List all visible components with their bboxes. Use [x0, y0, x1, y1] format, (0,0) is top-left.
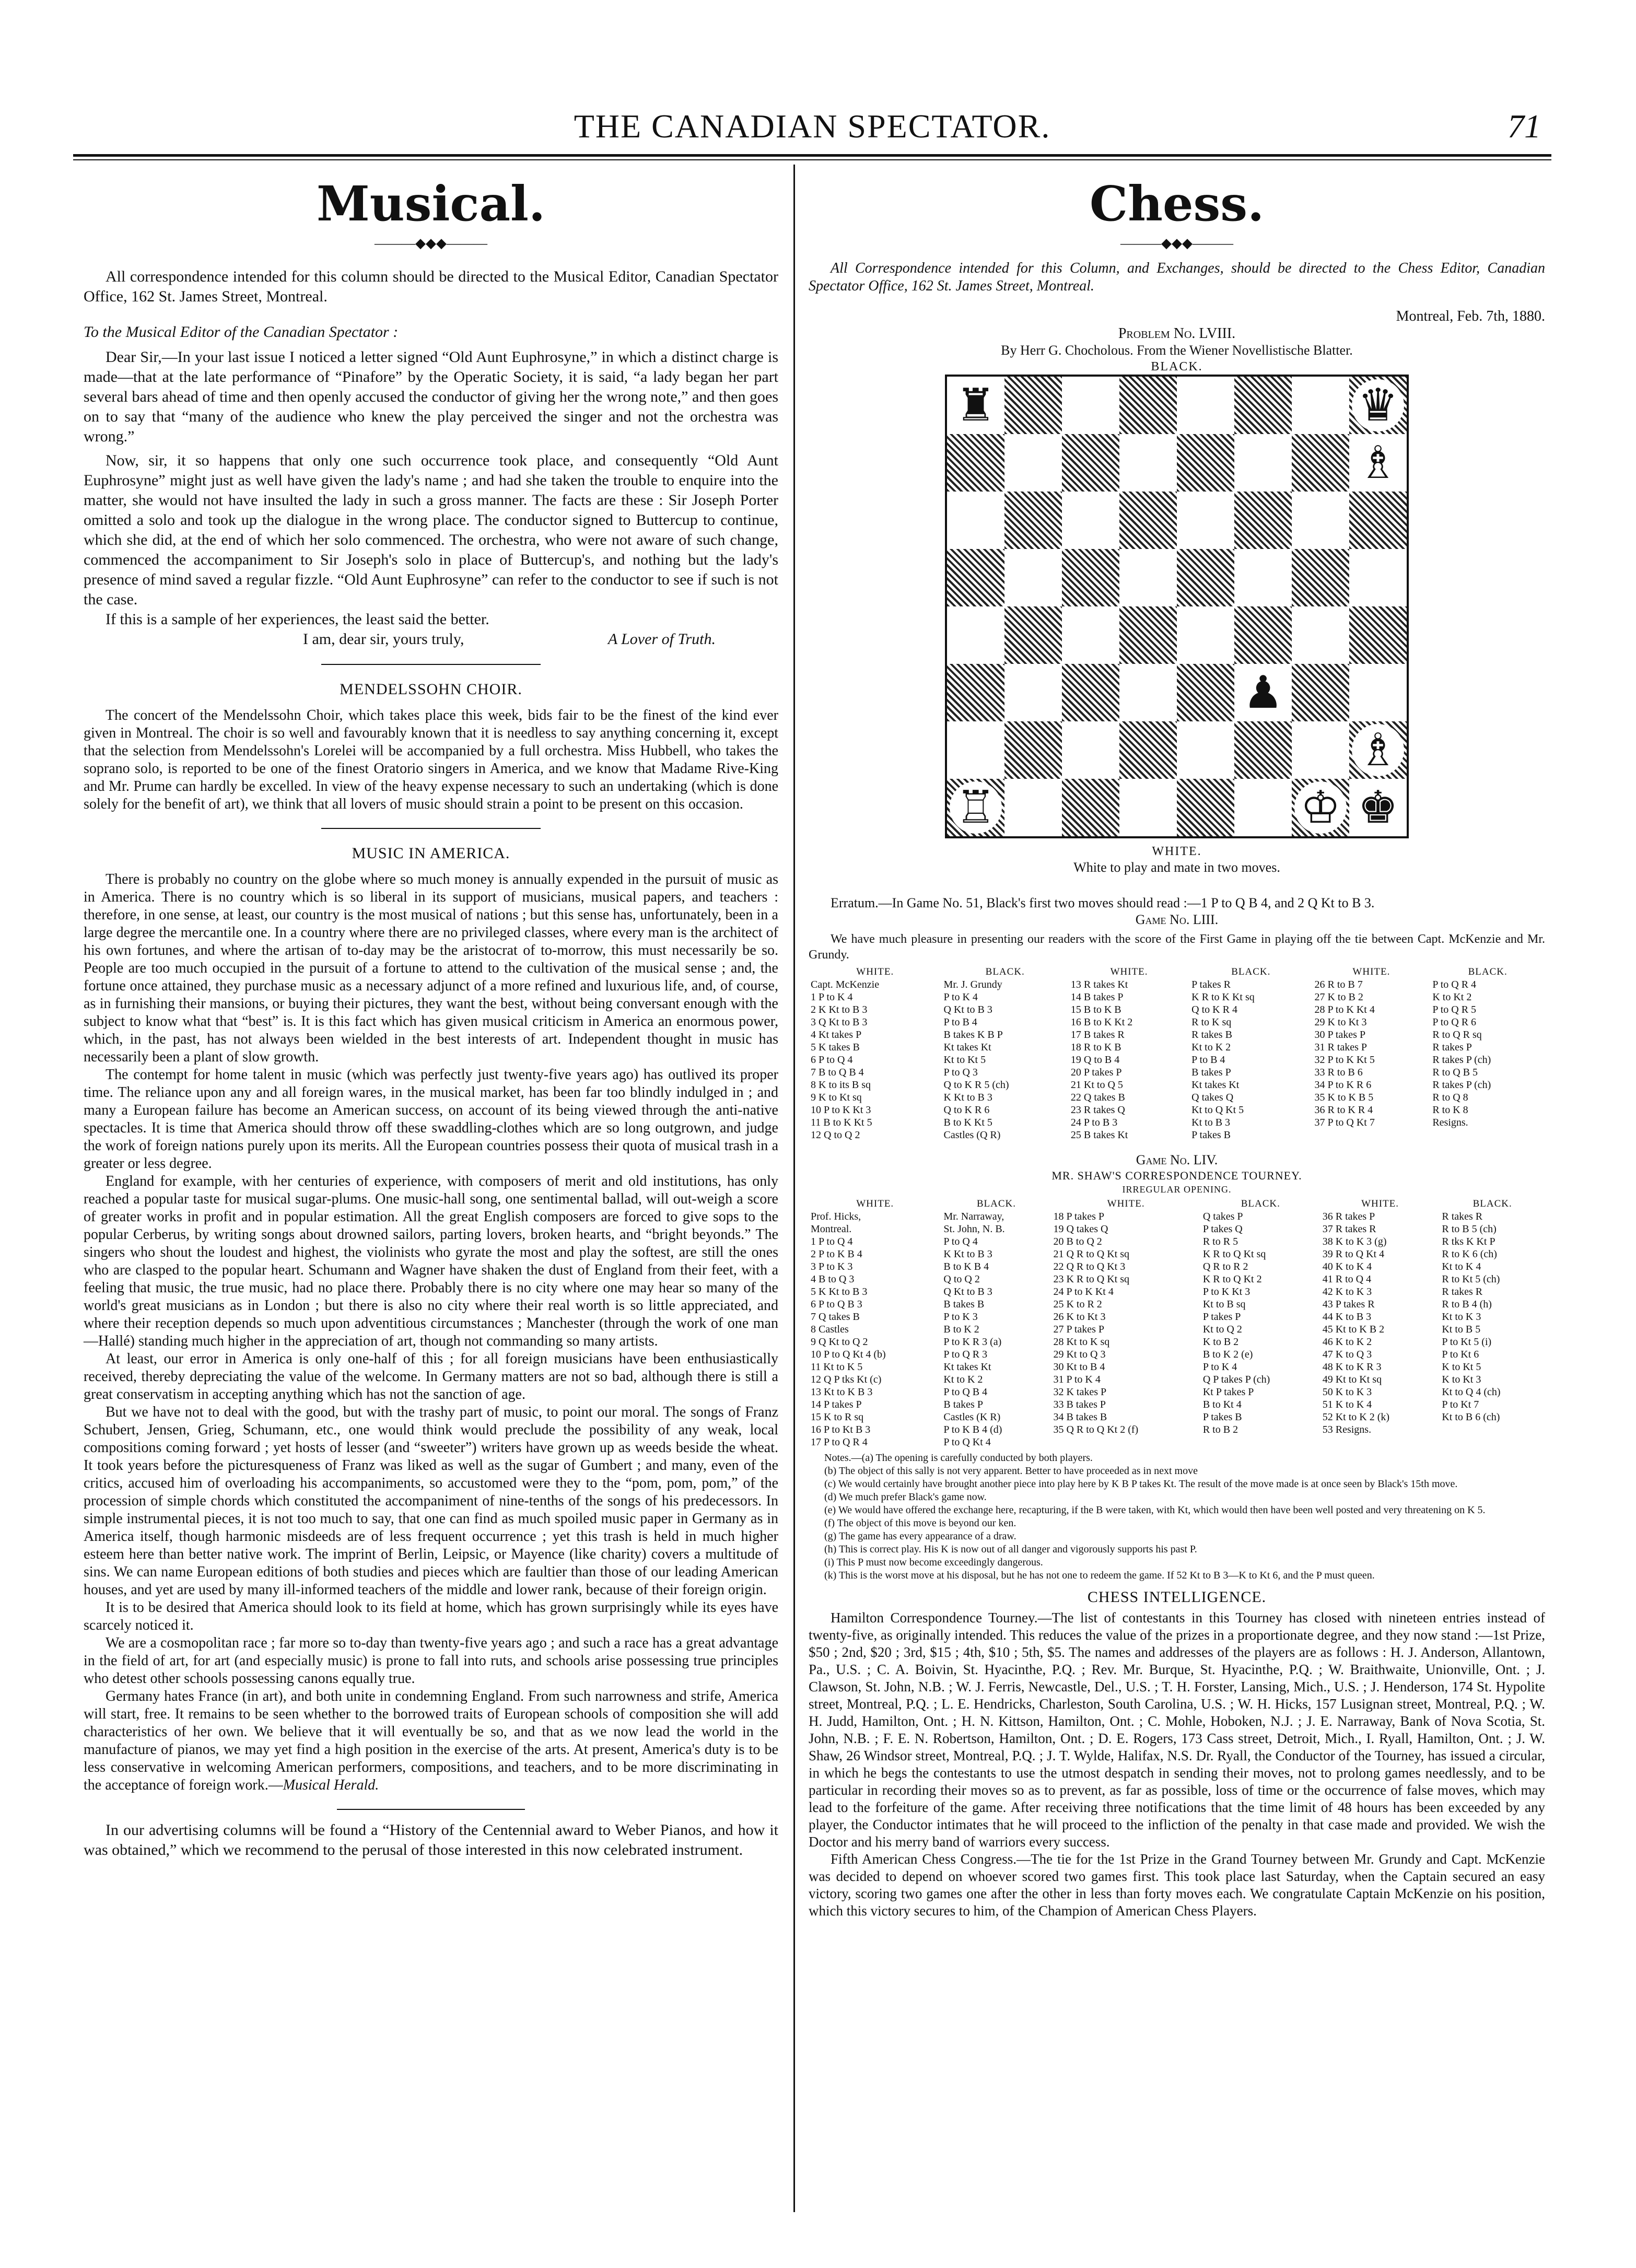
game53-title: Game No. LIII.	[1135, 912, 1219, 927]
light-square	[1119, 549, 1177, 606]
game54-header: BLACK.	[976, 1198, 1016, 1209]
section-rule	[321, 828, 541, 829]
dark-square	[1062, 779, 1119, 836]
light-square	[1234, 434, 1292, 492]
america-paragraph-1: There is probably no country on the globe where so much money is annually expended in the pursuit of music as in America. There is no country which is so liberal in its support of musicians, musical papers, and teachers : therefore, in one sense, at least, our country is the most musical of nations ; but this sense has, unfortunately, been in a large degree the mercantile one. In a country where there are no privileged classes, where every man is the architect of his own fortunes, and where the artisan of to-day may be the aristocrat of to-morrow, this must necessarily be so. People are too much occupied in the pursuit of a fortune to attend to the cultivation of the musical sense ; and, the fortune once attained, they purchase music as a necessary adjunct of a more refined and luxurious life, and, of course, as in furnishing their mansions, or buying their pictures, they want the best, without being conversant enough with the subject to know what that “best” is. It is this fact which has given musical criticism in America an enormous power, which, in the past, has not always been wielded in the best interests of art. Independent thought in music has necessarily been a plant of slow growth.	[84, 871, 778, 1065]
dark-square	[1004, 377, 1062, 434]
game54-column: Prof. Hicks, Montreal. 1 P to Q 4 2 P to K B 4 3 P to K 3 4 B to Q 3 5 K Kt to B 3 6 P to Q B 3 7 Q takes B 8 Castles 9 Q Kt to Q 2 10 P to Q Kt 4 (b) 11 Kt to K 5 12 Q P tks Kt (c) 13 Kt to K B 3 14 P takes P 15 K to R sq 16 P to Kt B 3 17 P to Q R 4	[811, 1211, 886, 1448]
note: (g) The game has every appearance of a draw.	[824, 1530, 1016, 1542]
dark-square	[1062, 434, 1119, 492]
game53-column: Capt. McKenzie 1 P to K 4 2 K Kt to B 3 3 Q Kt to B 3 4 Kt takes P 5 K takes B 6 P to Q 4 7 B to Q B 4 8 K to its B sq 9 K to Kt sq 10 P to K Kt 3 11 B to K Kt 5 12 Q to Q 2	[811, 979, 880, 1141]
game53-header: WHITE.	[1352, 966, 1390, 977]
page-number: 71	[1508, 108, 1541, 145]
note: (f) The object of this move is beyond our ken.	[824, 1517, 1016, 1529]
black-pawn-f3-icon: ♟	[1234, 664, 1292, 721]
note: Notes.—(a) The opening is carefully conducted by both players.	[824, 1452, 1093, 1464]
game54-column: 36 R takes P 37 R takes R 38 K to K 3 (g) 39 R to Q Kt 4 40 K to K 4 41 R to Q 4 42 K to K 3 43 P takes R 44 K to B 3 45 Kt to K B 2 46 K to K 2 47 K to Q 3 48 K to K R 3 49 Kt to Kt sq 50 K to K 3 51 K to K 4 52 Kt to K 2 (k) 53 Resigns.	[1322, 1211, 1390, 1435]
note: (b) The object of this sally is not very apparent. Better to have proceeded as in next move	[824, 1465, 1198, 1477]
letter-closing: I am, dear sir, yours truly,	[303, 630, 464, 648]
light-square	[1062, 606, 1119, 664]
light-square	[1292, 492, 1349, 549]
game53-column: 13 R takes Kt 14 B takes P 15 B to K B 16 B to K Kt 2 17 B takes R 18 R to K B 19 Q to B 4 20 P takes P 21 Kt to Q 5 22 Q takes B 23 R takes Q 24 P to B 3 25 B takes Kt	[1070, 979, 1133, 1141]
light-square	[1119, 779, 1177, 836]
light-square	[947, 492, 1004, 549]
game54-column: Q takes P P takes Q R to R 5 K R to Q Kt sq Q R to R 2 K R to Q Kt 2 P to K Kt 3 Kt to B sq P takes P Kt to Q 2 K to B 2 B to K 2 (e) P to K 4 Q P takes P (ch) Kt P takes P B to Kt 4 P takes B R to B 2	[1202, 1211, 1270, 1435]
dark-square	[1349, 492, 1407, 549]
light-square	[1292, 377, 1349, 434]
white-king-g1-icon: ♔	[1292, 779, 1349, 836]
dark-square	[1119, 721, 1177, 779]
publication-title: THE CANADIAN SPECTATOR.	[574, 108, 1051, 145]
light-square	[1177, 377, 1234, 434]
light-square	[947, 721, 1004, 779]
light-square	[1292, 721, 1349, 779]
dark-square	[1119, 377, 1177, 434]
note: (d) We much prefer Black's game now.	[824, 1491, 987, 1503]
game54-notes	[809, 1452, 1545, 1582]
dark-square	[1004, 606, 1062, 664]
note: (h) This is correct play. His K is now out of all danger and vigorously supports his past P.	[824, 1544, 1197, 1555]
letter-paragraph-2: Now, sir, it so happens that only one such occurrence took place, and consequently “Old Aunt Euphrosyne” might just as well have given the lady's name ; and had she taken the trouble to enquire into the matter, she would not have insulted the lady in such a gross manner. The facts are these : Sir Joseph Porter omitted a solo and took up the dialogue in the wrong place. The conductor signed to Buttercup to continue, which she did, at the end of which her solo commenced. The orchestra, who were not aware of such change, commenced the accompaniment to Sir Joseph's solo in place of Buttercup's, and nothing but the lady's presence of mind saved a regular fizzle. “Old Aunt Euphrosyne” can refer to the conductor to see if such is not the case.	[84, 452, 778, 608]
dark-square	[947, 549, 1004, 606]
chess-ornament: ———◆◆◆———	[1120, 236, 1233, 251]
dark-square	[947, 434, 1004, 492]
dark-square	[1292, 549, 1349, 606]
game53-header-row	[809, 966, 1545, 978]
black-queen-h8-icon: ♛	[1349, 377, 1407, 434]
problem-author: By Herr G. Chocholous. From the Wiener Novellistische Blatter.	[1001, 343, 1353, 358]
game53-header: BLACK.	[1468, 966, 1508, 977]
game54-column: Mr. Narraway, St. John, N. B. P to Q 4 K Kt to B 3 B to K B 4 Q to Q 2 Q Kt to B 3 B takes B P to K 3 B to K 2 P to K R 3 (a) P to Q R 3 Kt takes Kt Kt to K 2 P to Q B 4 B takes P Castles (K R) P to K B 4 (d) P to Q Kt 4	[943, 1211, 1005, 1448]
intel-paragraph-1: Hamilton Correspondence Tourney.—The list of contestants in this Tourney has closed with nineteen entries instead of twenty-five, as originally intended. This reduces the value of the prizes in a proportionate degree, and they now stand :—1st Prize, $50 ; 2nd, $20 ; 3rd, $15 ; 4th, $10 ; 5th, $5. The names and addresses of the players are as follows : H. J. Anderson, Allantown, Pa., U.S. ; C. A. Boivin, St. Hyacinthe, P.Q. ; Rev. Mr. Burque, St. Hyacinthe, P.Q. ; W. Braithwaite, Unionville, Ont. ; J. Clawson, St. John, N.B. ; W. J. Ferris, Newcastle, Del., U.S. ; T. H. Forster, Lansing, Mich., U.S. ; J. Henderson, 174 St. Hypolite street, Montreal, P.Q. ; L. E. Hendricks, Charleston, South Carolina, U.S. ; W. H. Hicks, 157 Lusignan street, Montreal, P.Q. ; W. H. Judd, Hamilton, Ont. ; H. N. Kittson, Hamilton, Ont. ; C. Mohle, Hoboken, N.J. ; J. E. Narraway, Bank of Nova Scotia, St. John, N.B. ; F. E. N. Robertson, Hamilton, Ont. ; D. E. Rogers, 173 Cass street, Detroit, Mich., I. Ryall, Hamilton, Ont. ; J. W. Shaw, 26 Windsor street, Montreal, P.Q. ; J. T. Wylde, Halifax, N.S. Dr. Ryall, the Conductor of the Tourney, has issued a circular, in which he begs the contestants to use the utmost despatch in sending their moves, not to prolong games needlessly, and to be particular in recording their moves so as to prevent, as far as possible, loss of time or the occurrence of false moves, which may lead to the forfeiture of the game. After receiving three notifications that the time limit of 48 hours has been exceeded by any player, the Conductor intimates that he will proceed to the infliction of the penalty in that case made and provided. We wish the Doctor and his merry band of warriors every success.	[809, 1610, 1545, 1850]
dark-square	[1062, 549, 1119, 606]
game54-title: Game No. LIV.	[1136, 1152, 1218, 1167]
note: (i) This P must now become exceedingly dangerous.	[824, 1557, 1043, 1568]
light-square	[1062, 492, 1119, 549]
light-square	[1349, 549, 1407, 606]
light-square	[1177, 492, 1234, 549]
chess-problem	[937, 359, 1417, 859]
weber-notice: In our advertising columns will be found a “History of the Centennial award to Weber Pianos, and how it was obtained,” which we recommend to the perusal of those interested in this now celebrated instrument.	[84, 1821, 778, 1858]
light-square	[1004, 434, 1062, 492]
america-paragraph-4: At least, our error in America is only one-half of this ; for all foreign musicians have been enthusiastically received, thereby depreciating the value of the welcome. In Germany matters are not so bad, although there is still a great conservatism in accepting anything which has not the sanction of age.	[84, 1351, 778, 1402]
dark-square	[1234, 492, 1292, 549]
america-paragraph-7: We are a cosmopolitan race ; far more so to-day than twenty-five years ago ; and such a race has a great advantage in the field of art, for art (and especially music) is prone to fall into ruts, and schools arise possessing true principles who detest other schools possessing canons equally true.	[84, 1635, 778, 1687]
america-title: MUSIC IN AMERICA.	[352, 845, 510, 862]
dark-square	[1292, 434, 1349, 492]
game54-opening: IRREGULAR OPENING.	[1122, 1184, 1232, 1195]
america-paragraph-8-text: Germany hates France (in art), and both unite in condemning England. From such narrowness and strife, America will start, free. It remains to be seen whether to the borrowed traits of European schools of composition she will add characteristics of her own. We believe that it will eventually be so, and that as we now lead the world in the manufacture of pianos, we may yet find a high position in the exercise of the arts. At present, America's duty is to be less conservative in welcoming American performers, compositions, and teachers, and to be more discriminating in the acceptance of foreign work.—	[84, 1688, 778, 1793]
light-square	[1004, 549, 1062, 606]
light-square	[1119, 434, 1177, 492]
white-label: WHITE.	[1152, 845, 1202, 858]
column-divider	[793, 165, 795, 2212]
note: (e) We would have offered the exchange here, recapturing, if the B were taken, with Kt, which would then have been well posted and very threatening on K 5.	[824, 1504, 1486, 1516]
section-rule	[321, 664, 541, 665]
game54-subtitle: MR. SHAW'S CORRESPONDENCE TOURNEY.	[1051, 1169, 1302, 1182]
game54-header: WHITE.	[856, 1198, 894, 1209]
dark-square	[1177, 434, 1234, 492]
game53-header: WHITE.	[856, 966, 894, 977]
game53-header: BLACK.	[1231, 966, 1271, 977]
game54-header-row	[809, 1198, 1545, 1210]
light-square	[1119, 664, 1177, 721]
light-square	[1004, 779, 1062, 836]
section-rule	[337, 1809, 525, 1810]
light-square	[1349, 664, 1407, 721]
game53-column: P to Q R 4 K to Kt 2 P to Q R 5 P to Q R 6 R to Q R sq R takes P R takes P (ch) R to Q B 5 R takes P (ch) R to Q 8 R to K 8 Resigns.	[1432, 979, 1491, 1128]
dark-square	[1177, 664, 1234, 721]
erratum: Erratum.—In Game No. 51, Black's first two moves should read :—1 P to Q B 4, and 2 Q Kt to B 3.	[831, 895, 1375, 910]
dark-square	[1119, 492, 1177, 549]
dark-square	[1234, 721, 1292, 779]
dark-square	[1004, 492, 1062, 549]
dark-square	[1119, 606, 1177, 664]
america-paragraph-3: England for example, with her centuries of experience, with composers of merit and old institutions, has only reached a popular taste for musical sugar-plums. One music-hall song, one sentimental ballad, will out-weigh a score of greater works in profit and in popular estimation. All the great English composers are forced to give sops to the popular Cerberus, by writing songs about drowned sailors, parting lovers, broken hearts, and “bright beyonds.” The singers who shout the loudest and highest, the violinists who gyrate the most and play the softest, are still the ones who are clasped to the popular heart. Schumann and Wagner have shaken the dust of England from their feet, with a feeling that music, the true music, had no place there. Probably there is no city where one may hear so many of the world's great musicians as in London ; but there is also no city where their real worth is so little appreciated, and where their reception depends so much upon adventitious circumstances ; Manchester (through the work of one man—Hallé) standing much higher in the appreciation of art, though not commanding so many artists.	[84, 1173, 778, 1349]
musical-intro: All correspondence intended for this column should be directed to the Musical Editor, Canadian Spectator Office, 162 St. James Street, Montreal.	[84, 268, 778, 305]
game53-score-table	[809, 966, 1545, 1141]
black-label: BLACK.	[1151, 360, 1203, 373]
letter-signoff	[84, 629, 778, 649]
dark-square	[947, 664, 1004, 721]
header-rule-top	[73, 154, 1551, 157]
game54-header: WHITE.	[1107, 1198, 1145, 1209]
dark-square	[1292, 664, 1349, 721]
game53-header: WHITE.	[1110, 966, 1148, 977]
game53-header: BLACK.	[985, 966, 1025, 977]
letter-salutation: To the Musical Editor of the Canadian Spectator :	[84, 323, 399, 341]
light-square	[1292, 606, 1349, 664]
page-header	[84, 107, 1541, 149]
chess-heading: Chess.	[1089, 176, 1265, 232]
white-bishop-h2-icon: ♗	[1349, 721, 1407, 779]
intel-paragraph-2: Fifth American Chess Congress.—The tie for the 1st Prize in the Grand Tourney between Mr. Grundy and Capt. McKenzie was decided to depend on whoever scored two games first. This took place last Saturday, when the Captain secured an easy victory, scoring two games one after the other in less than forty moves each. We congratulate Captain McKenzie on his position, which this victory secures to him, of the Champion of American Chess Players.	[809, 1851, 1545, 1919]
game54-moves-row	[809, 1210, 1545, 1448]
dark-square	[1004, 721, 1062, 779]
musical-ornament: ———◆◆◆———	[375, 236, 487, 251]
dark-square	[1177, 779, 1234, 836]
game54-score-table	[809, 1198, 1545, 1448]
dark-square	[1349, 606, 1407, 664]
light-square	[1062, 721, 1119, 779]
white-rook-a1-icon: ♖	[947, 779, 1004, 836]
light-square	[947, 606, 1004, 664]
game53-column: Mr. J. Grundy P to K 4 Q Kt to B 3 P to B 4 B takes K B P Kt takes Kt Kt to Kt 5 P to Q 3 Q to K R 5 (ch) K Kt to B 3 Q to K R 6 B to K Kt 5 Castles (Q R)	[943, 979, 1009, 1141]
dark-square	[1234, 606, 1292, 664]
america-paragraph-2: The contempt for home talent in music (which was perfectly just twenty-five years ago) has outlived its proper time. The reliance upon any and all foreign wares, in the musical market, has been far too blindly indulged in ; and many a European failure has become an American success, on account of its being viewed through the anti-native spectacles. It is time that America should throw off these swaddling-clothes which are so long outgrown, and judge the work of foreign nations purely upon its merits. All the European countries possess their quota of musical trash in a greater or less degree.	[84, 1067, 778, 1172]
dark-square	[1062, 664, 1119, 721]
game53-moves-row	[809, 978, 1545, 1141]
choir-title: MENDELSSOHN CHOIR.	[340, 681, 522, 698]
white-bishop-h7-icon: ♗	[1349, 434, 1407, 492]
choir-paragraph: The concert of the Mendelssohn Choir, which takes place this week, bids fair to be the finest of the kind ever given in Montreal. The choir is so well and favourably known that it is needless to say anything concerning it, except that the selection from Mendelssohn's Lorelei will be accompanied by a full orchestra. Miss Hubbell, who takes the soprano solo, is reported to be one of the finest Oratorio singers in America, and we know that Madame Rive-King and Mr. Prume can hardly be excelled. In view of the heavy expense necessary to such an undertaking (which is done solely for the benefit of art), we think that all lovers of music should strain a point to be present on this occasion.	[84, 707, 778, 812]
light-square	[1177, 606, 1234, 664]
game53-intro: We have much pleasure in presenting our readers with the score of the First Game in playing off the tie between Capt. McKenzie and Mr. Grundy.	[809, 932, 1545, 962]
america-paragraph-8	[84, 1688, 778, 1794]
dark-square	[1234, 377, 1292, 434]
letter-paragraph-3: If this is a sample of her experiences, the least said the better.	[106, 611, 489, 628]
musical-column	[84, 170, 778, 1860]
black-king-h1-icon: ♚	[1349, 779, 1407, 836]
game54-header: WHITE.	[1361, 1198, 1399, 1209]
black-rook-a8-icon: ♜	[947, 377, 1004, 434]
light-square	[1177, 721, 1234, 779]
dateline: Montreal, Feb. 7th, 1880.	[1396, 308, 1545, 324]
problem-title: Problem No. LVIII.	[1118, 325, 1236, 342]
light-square	[1062, 377, 1119, 434]
game54-header: BLACK.	[1473, 1198, 1512, 1209]
problem-caption: White to play and mate in two moves.	[1073, 860, 1280, 875]
letter-paragraph-1: Dear Sir,—In your last issue I noticed a letter signed “Old Aunt Euphrosyne,” in which a distinct charge is made—that at the late performance of “Pinafore” by the Operatic Society, it is said, “a lady began her part several bars ahead of time and then openly accused the conductor of giving her the wrong note,” and then goes on to say that “many of the audience who knew the play perceived the singer and not the orchestra was wrong.”	[84, 348, 778, 445]
chess-column	[809, 170, 1545, 1920]
light-square	[1234, 779, 1292, 836]
light-square	[1004, 664, 1062, 721]
game53-column: P takes R K R to K Kt sq Q to K R 4 R to K sq R takes B Kt to K 2 P to B 4 B takes P Kt takes Kt Q takes Q Kt to Q Kt 5 Kt to B 3 P takes B	[1191, 979, 1255, 1141]
dark-square	[1177, 549, 1234, 606]
light-square	[1234, 549, 1292, 606]
game53-column: 26 R to B 7 27 K to B 2 28 P to K Kt 4 29 K to Kt 3 30 P takes P 31 R takes P 32 P to K Kt 5 33 R to B 6 34 P to K R 6 35 K to K B 5 36 R to K R 4 37 P to Q Kt 7	[1314, 979, 1375, 1128]
header-rule-bottom	[73, 159, 1551, 160]
chess-intro: All Correspondence intended for this Column, and Exchanges, should be directed to the Chess Editor, Canadian Spectator Office, 162 St. James Street, Montreal.	[809, 260, 1545, 294]
game54-header: BLACK.	[1241, 1198, 1280, 1209]
note: (k) This is the worst move at his disposal, but he has not one to redeem the game. If 52 Kt to B 3—K to Kt 6, and the P must queen.	[824, 1570, 1375, 1581]
note: (c) We would certainly have brought another piece into play here by K B P takes Kt. The result of the move made is at once seen by Black's 15th move.	[824, 1478, 1458, 1490]
america-paragraph-6: It is to be desired that America should look to its field at home, which has grown surprisingly while its eyes have scarcely noticed it.	[84, 1599, 778, 1633]
musical-heading: Musical.	[316, 176, 546, 232]
letter-signature: A Lover of Truth.	[607, 630, 716, 648]
intel-title: CHESS INTELLIGENCE.	[1087, 1588, 1267, 1606]
chess-board	[945, 375, 1409, 838]
game54-column: 18 P takes P 19 Q takes Q 20 B to Q 2 21 Q R to Q Kt sq 22 Q R to Q Kt 3 23 K R to Q Kt sq 24 P to K Kt 4 25 K to R 2 26 K to Kt 3 27 P takes P 28 Kt to K sq 29 Kt to Q 3 30 Kt to B 4 31 P to K 4 32 K takes P 33 B takes P 34 B takes B 35 Q R to Q Kt 2 (f)	[1053, 1211, 1139, 1435]
game54-column: R takes R R to B 5 (ch) R tks K Kt P R to K 6 (ch) Kt to K 4 R to Kt 5 (ch) R takes R R to B 4 (h) Kt to K 3 Kt to B 5 P to Kt 5 (i) P to Kt 6 K to Kt 5 K to Kt 3 Kt to Q 4 (ch) P to Kt 7 Kt to B 6 (ch)	[1442, 1211, 1501, 1423]
america-source: Musical Herald.	[283, 1777, 379, 1793]
america-paragraph-5: But we have not to deal with the good, but with the trashy part of music, to point our moral. The songs of Franz Schubert, Jensen, Grieg, Schumann, etc., one would think would preclude the possibility of any weak, local compositions coming forward ; yet hosts of lesser (and “sweeter”) writers have grown up as weeds beside the wheat. It took years before the picturesqueness of Franz was liked as well as the sugar of Gumbert ; and many, even of the critics, accused him of overloading his accompaniments, so accustomed were they to the “pom, pom, pom,” of the procession of simple chords which constituted the accompaniment of nine-tenths of the songs of his predecessors. In simple instrumental pieces, it is not too much to say, that one can find as much spoiled music paper in Germany as in America itself, though harmonic misdeeds are of less frequent occurrence ; yet this trash is held in much higher esteem here than better native work. The imprint of Berlin, Leipsic, or Mayence (like charity) covers a multitude of sins. We can name European editions of both studies and pieces which are faultier than those of our leading American houses, and yet are used by many ill-informed teachers of the middle and lower rank, because of their foreign origin.	[84, 1404, 778, 1598]
